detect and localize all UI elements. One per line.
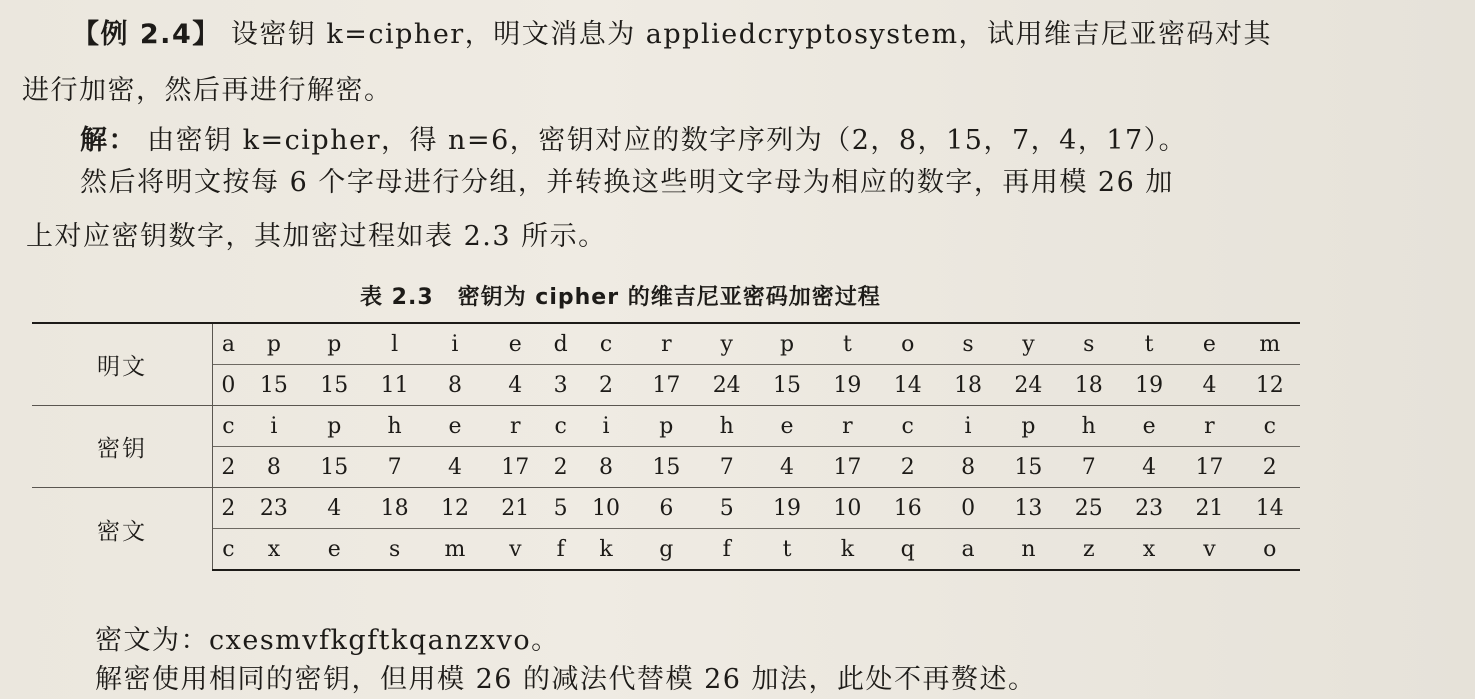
table-cell: 18 [1059, 365, 1119, 406]
table-cell: 4 [425, 447, 485, 488]
table-cell: 4 [757, 447, 817, 488]
table-cell: x [1119, 529, 1179, 571]
table-cell: p [304, 406, 364, 447]
solution-paragraph-cont: 上对应密钥数字，其加密过程如表 2.3 所示。 [26, 221, 607, 252]
table-cell: 0 [213, 365, 244, 406]
table-cell: p [757, 323, 817, 365]
solution-text: 由密钥 k=cipher，得 n=6，密钥对应的数字序列为（2，8，15，7，4，17）。 [147, 125, 1188, 156]
table-cell: 2 [878, 447, 938, 488]
table-cell: 18 [364, 488, 424, 529]
table-row [32, 365, 1300, 406]
table-cell: s [938, 323, 998, 365]
table-cell: 5 [697, 488, 757, 529]
table-cell: 23 [1119, 488, 1179, 529]
table-cell: 3 [545, 365, 575, 406]
ciphertext-result: 密文为：cxesmvfkgftkqanzxvo。 [95, 625, 560, 656]
table-cell: 19 [757, 488, 817, 529]
table-cell: p [244, 323, 304, 365]
table-cell: h [1059, 406, 1119, 447]
table-cell: 19 [1119, 365, 1179, 406]
solution-label: 解： [80, 125, 137, 156]
key-row-label: 密钥 [32, 406, 213, 488]
encryption-table [32, 322, 1300, 571]
table-cell: 12 [1240, 365, 1300, 406]
table-cell: 8 [425, 365, 485, 406]
table-cell: k [817, 529, 877, 571]
table-cell: l [364, 323, 424, 365]
table-cell: r [1179, 406, 1239, 447]
table-cell: 10 [817, 488, 877, 529]
table-row [32, 406, 1300, 447]
table-cell: e [485, 323, 545, 365]
table-cell: 15 [998, 447, 1058, 488]
table-cell: e [425, 406, 485, 447]
table-cell: 2 [213, 488, 244, 529]
table-cell: c [1240, 406, 1300, 447]
table-cell: i [425, 323, 485, 365]
table-row [32, 447, 1300, 488]
table-cell: f [545, 529, 575, 571]
table-cell: 2 [576, 365, 636, 406]
table-cell: 15 [636, 447, 696, 488]
table-cell: h [364, 406, 424, 447]
table-cell: 4 [1179, 365, 1239, 406]
table-cell: 12 [425, 488, 485, 529]
table-caption-title: 密钥为 cipher 的维吉尼亚密码加密过程 [457, 285, 881, 310]
table-cell: h [697, 406, 757, 447]
table-cell: 17 [1179, 447, 1239, 488]
table-cell: 17 [817, 447, 877, 488]
table-cell: g [636, 529, 696, 571]
table-cell: c [213, 529, 244, 571]
table-cell: c [213, 406, 244, 447]
table-cell: r [817, 406, 877, 447]
table-cell: t [757, 529, 817, 571]
table-cell: i [576, 406, 636, 447]
decryption-note: 解密使用相同的密钥，但用模 26 的减法代替模 26 加法，此处不再赘述。 [95, 664, 1037, 695]
table-cell: x [244, 529, 304, 571]
example-problem-text-cont: 进行加密，然后再进行解密。 [22, 75, 393, 106]
table-cell: m [1240, 323, 1300, 365]
table-cell: 7 [1059, 447, 1119, 488]
example-label: 【例 2.4】 [72, 19, 221, 50]
table-cell: 23 [244, 488, 304, 529]
table-cell: v [1179, 529, 1239, 571]
example-heading-line [72, 12, 1272, 51]
table-cell: a [938, 529, 998, 571]
table-cell: p [998, 406, 1058, 447]
table-cell: 2 [1240, 447, 1300, 488]
table-cell: 5 [545, 488, 575, 529]
table-cell: 7 [697, 447, 757, 488]
table-cell: 24 [697, 365, 757, 406]
table-cell: 10 [576, 488, 636, 529]
table-cell: s [364, 529, 424, 571]
table-cell: y [697, 323, 757, 365]
table-cell: 8 [244, 447, 304, 488]
table-row [32, 488, 1300, 529]
table-cell: 15 [244, 365, 304, 406]
table-cell: c [576, 323, 636, 365]
table-caption [360, 280, 881, 311]
table-cell: t [1119, 323, 1179, 365]
table-cell: n [998, 529, 1058, 571]
table-cell: 16 [878, 488, 938, 529]
table-caption-number: 表 2.3 [360, 285, 434, 310]
table-cell: y [998, 323, 1058, 365]
table-cell: o [878, 323, 938, 365]
table-cell: 2 [213, 447, 244, 488]
table-cell: e [1119, 406, 1179, 447]
table-cell: e [1179, 323, 1239, 365]
table-cell: t [817, 323, 877, 365]
table-cell: 15 [304, 447, 364, 488]
table-cell: 17 [636, 365, 696, 406]
table-cell: 18 [938, 365, 998, 406]
table-cell: v [485, 529, 545, 571]
ciphertext-row-label: 密文 [32, 488, 213, 571]
table-cell: p [304, 323, 364, 365]
table-cell: 8 [938, 447, 998, 488]
table-cell: 6 [636, 488, 696, 529]
table-cell: r [485, 406, 545, 447]
example-problem-text: 设密钥 k=cipher，明文消息为 appliedcryptosystem，试用维吉尼亚密码对其 [230, 19, 1273, 50]
table-cell: q [878, 529, 938, 571]
table-cell: 11 [364, 365, 424, 406]
table-cell: 21 [485, 488, 545, 529]
table-cell: 19 [817, 365, 877, 406]
table-cell: 24 [998, 365, 1058, 406]
table-cell: 8 [576, 447, 636, 488]
table-cell: e [304, 529, 364, 571]
table-cell: i [938, 406, 998, 447]
table-cell: 0 [938, 488, 998, 529]
solution-line [80, 118, 1187, 157]
table-cell: 14 [878, 365, 938, 406]
table-cell: 4 [304, 488, 364, 529]
table-cell: 17 [485, 447, 545, 488]
solution-paragraph: 然后将明文按每 6 个字母进行分组，并转换这些明文字母为相应的数字，再用模 26 加 [80, 167, 1174, 198]
table-cell: p [636, 406, 696, 447]
table-cell: 7 [364, 447, 424, 488]
table-cell: z [1059, 529, 1119, 571]
table-cell: 13 [998, 488, 1058, 529]
table-row [32, 529, 1300, 571]
table-cell: k [576, 529, 636, 571]
table-cell: m [425, 529, 485, 571]
table-cell: c [878, 406, 938, 447]
plaintext-row-label: 明文 [32, 323, 213, 406]
table-cell: r [636, 323, 696, 365]
table-cell: d [545, 323, 575, 365]
table-cell: 25 [1059, 488, 1119, 529]
table-cell: 15 [757, 365, 817, 406]
table-cell: a [213, 323, 244, 365]
table-cell: 14 [1240, 488, 1300, 529]
table-cell: c [545, 406, 575, 447]
table-cell: 2 [545, 447, 575, 488]
table-cell: s [1059, 323, 1119, 365]
table-cell: 4 [1119, 447, 1179, 488]
table-cell: 15 [304, 365, 364, 406]
table-cell: 21 [1179, 488, 1239, 529]
table-cell: i [244, 406, 304, 447]
table-cell: 4 [485, 365, 545, 406]
table-cell: e [757, 406, 817, 447]
table-row [32, 323, 1300, 365]
table-cell: o [1240, 529, 1300, 571]
table-cell: f [697, 529, 757, 571]
